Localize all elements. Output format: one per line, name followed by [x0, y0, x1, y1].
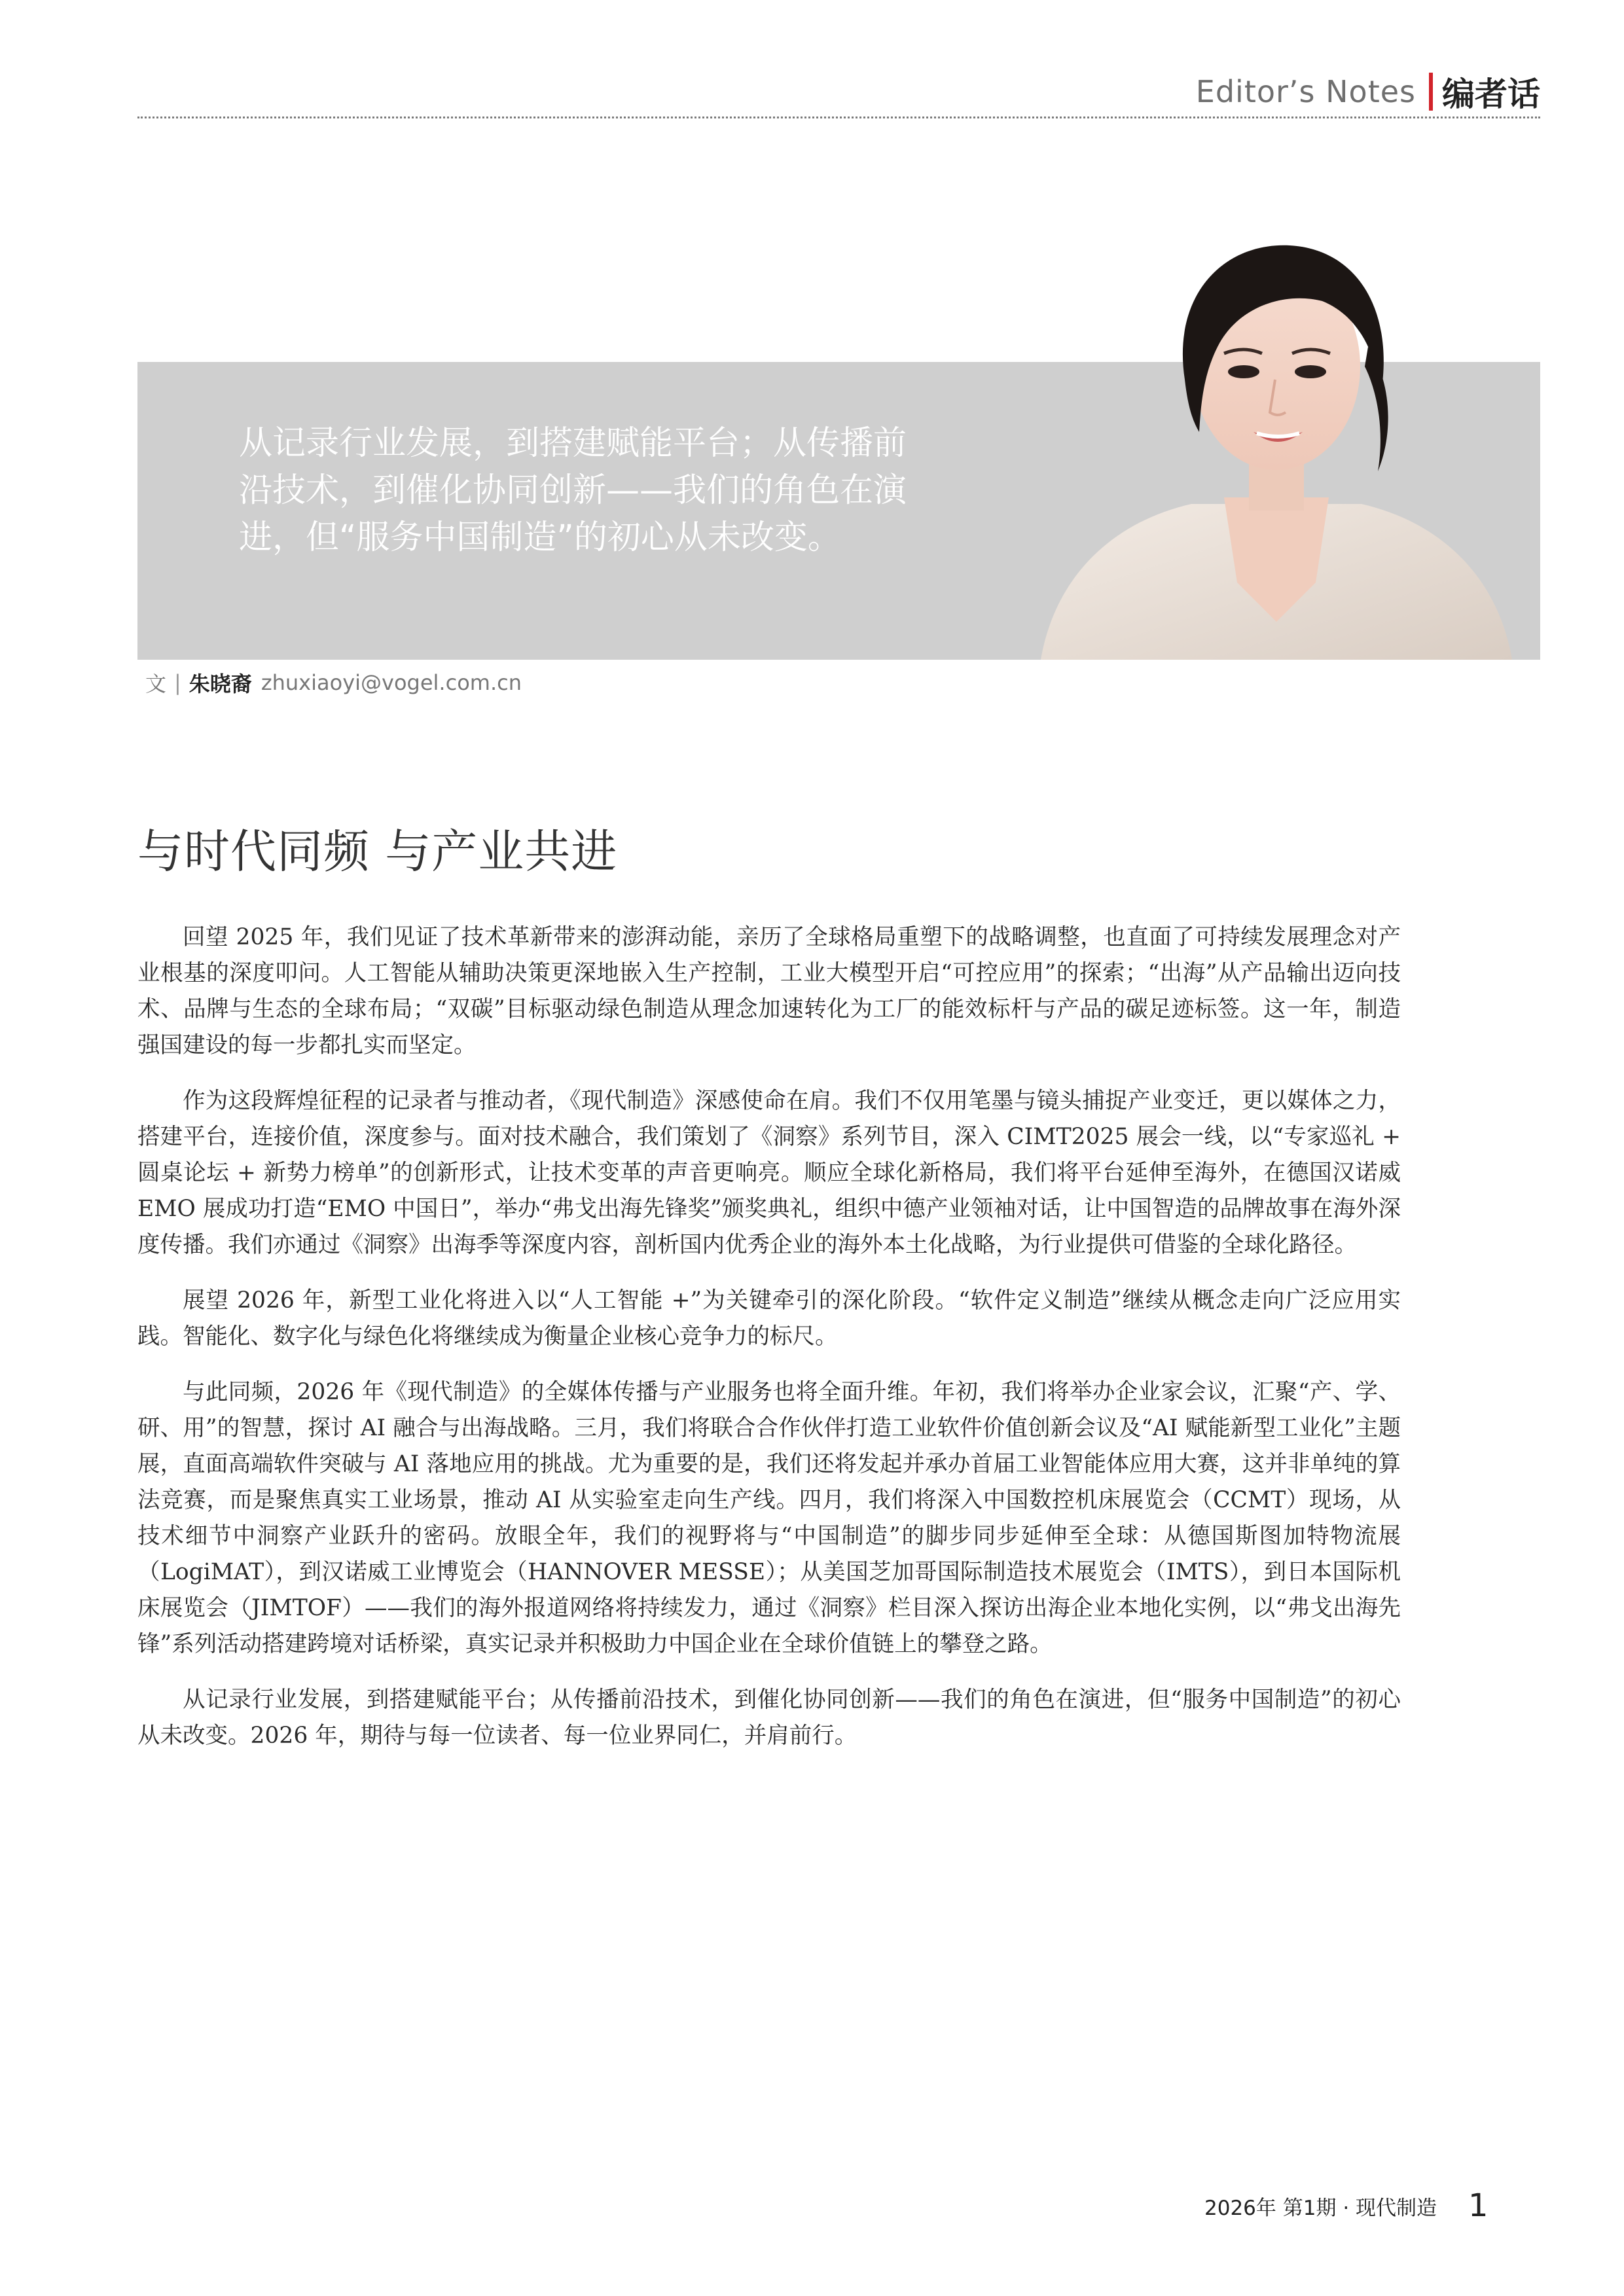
paragraph: 作为这段辉煌征程的记录者与推动者，《现代制造》深感使命在肩。我们不仅用笔墨与镜头捕捉产业变迁，更以媒体之力，搭建平台，连接价值，深度参与。面对技术融合，我们策划了《洞察》系列节目，深入 CIMT2025 展会一线，以“专家巡礼 + 圆桌论坛 + 新势力榜单”的创新形式，让技术变革的声音更响亮。顺应全球化新格局，我们将平台延伸至海外，在德国汉诺威 EMO 展成功打造“EMO 中国日”，举办“弗戈出海先锋奖”颁奖典礼，组织中德产业领袖对话，让中国智造的品牌故事在海外深度传播。我们亦通过《洞察》出海季等深度内容，剖析国内优秀企业的海外本土化战略，为行业提供可借鉴的全球化路径。 [137, 1088, 1401, 1258]
paragraph: 从记录行业发展，到搭建赋能平台；从传播前沿技术，到催化协同创新——我们的角色在演进，但“服务中国制造”的初心从未改变。2026 年，期待与每一位读者、每一位业界同仁，并肩前行。 [137, 1687, 1401, 1749]
header-dotted-rule [137, 117, 1540, 118]
pull-quote: 从记录行业发展，到搭建赋能平台；从传播前沿技术，到催化协同创新——我们的角色在演进，但“服务中国制造”的初心从未改变。 [239, 424, 907, 557]
article-body [137, 920, 1401, 1774]
page-footer [1204, 2186, 1489, 2225]
author-name: 朱晓裔 [189, 672, 252, 696]
header-english: Editor’s Notes [1195, 74, 1416, 109]
byline-prefix: 文 [145, 672, 167, 696]
header-accent-bar [1429, 73, 1433, 111]
header-chinese: 编者话 [1442, 75, 1540, 113]
author-email[interactable]: zhuxiaoyi@vogel.com.cn [261, 670, 522, 695]
paragraph: 展望 2026 年，新型工业化将进入以“人工智能 +”为关键牵引的深化阶段。“软件定义制造”继续从概念走向广泛应用实践。智能化、数字化与绿色化将继续成为衡量企业核心竞争力的标尺。 [137, 1287, 1401, 1350]
author-portrait [1028, 216, 1525, 660]
byline [145, 668, 522, 698]
issue-label: 2026年 第1期 · 现代制造 [1204, 2196, 1437, 2220]
paragraph: 与此同频，2026 年《现代制造》的全媒体传播与产业服务也将全面升维。年初，我们将举办企业家会议，汇聚“产、学、研、用”的智慧，探讨 AI 融合与出海战略。三月，我们将联合合作伙伴打造工业软件价值创新会议及“AI 赋能新型工业化”主题展，直面高端软件突破与 AI 落地应用的挑战。尤为重要的是，我们还将发起并承办首届工业智能体应用大赛，这并非单纯的算法竞赛，而是聚焦真实工业场景，推动 AI 从实验室走向生产线。四月，我们将深入中国数控机床展览会（CCMT）现场，从技术细节中洞察产业跃升的密码。放眼全年，我们的视野将与“中国制造”的脚步同步延伸至全球：从德国斯图加特物流展（LogiMAT），到汉诺威工业博览会（HANNOVER MESSE）；从美国芝加哥国际制造技术展览会（IMTS），到日本国际机床展览会（JIMTOF）——我们的海外报道网络将持续发力，通过《洞察》栏目深入探访出海企业本地化实例，以“弗戈出海先锋”系列活动搭建跨境对话桥梁，真实记录并积极助力中国企业在全球价值链上的攀登之路。 [137, 1379, 1401, 1657]
running-header [1196, 65, 1540, 118]
page-number: 1 [1468, 2187, 1489, 2224]
byline-separator: | [174, 670, 181, 695]
article-title: 与时代同频 与产业共进 [137, 825, 618, 878]
paragraph: 回望 2025 年，我们见证了技术革新带来的澎湃动能，亲历了全球格局重塑下的战略调整，也直面了可持续发展理念对产业根基的深度叩问。人工智能从辅助决策更深地嵌入生产控制，工业大模型开启“可控应用”的探索；“出海”从产品输出迈向技术、品牌与生态的全球布局；“双碳”目标驱动绿色制造从理念加速转化为工厂的能效标杆与产品的碳足迹标签。这一年，制造强国建设的每一步都扎实而坚定。 [137, 924, 1401, 1058]
